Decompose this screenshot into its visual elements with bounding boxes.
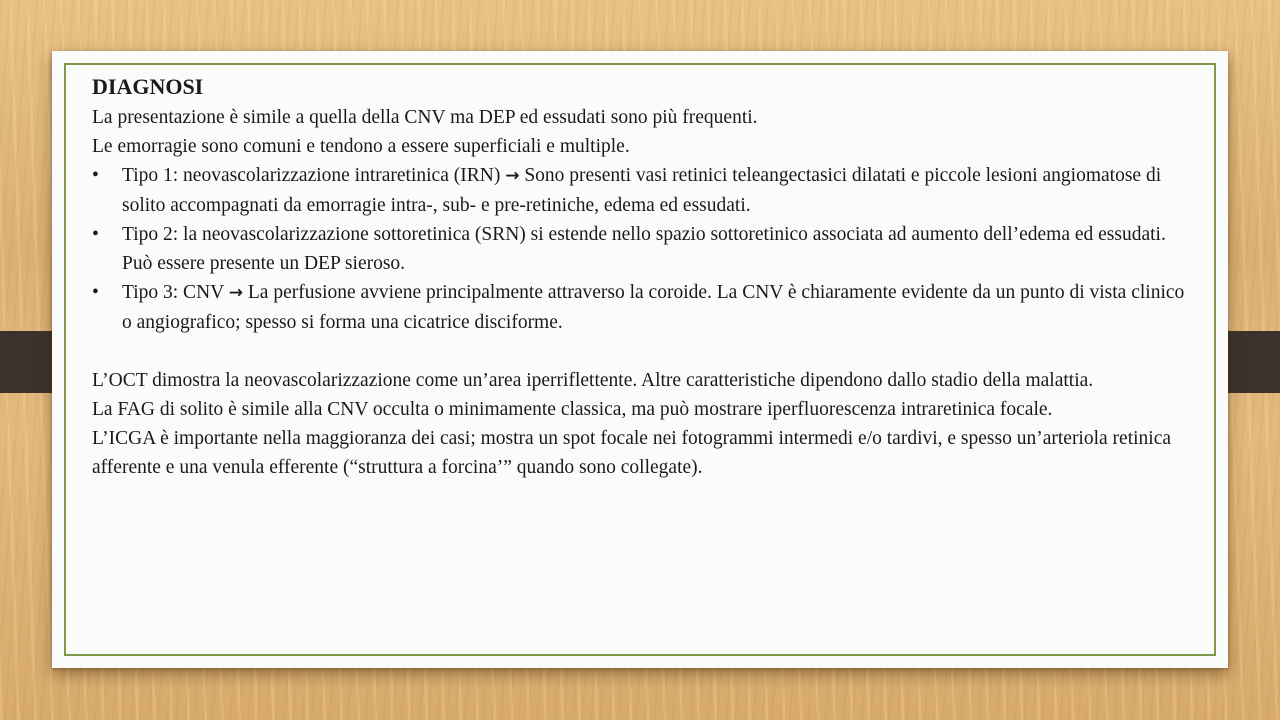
bullet-icon: • bbox=[92, 165, 99, 186]
intro-paragraph-2: Le emorragie sono comuni e tendono a essere superficiali e multiple. bbox=[92, 136, 630, 157]
bullet-item-tipo-2 bbox=[92, 220, 1197, 278]
bullet-3-lead: Tipo 3: CNV bbox=[122, 282, 229, 303]
bullet-item-tipo-1 bbox=[92, 161, 1197, 220]
paragraph-oct: L’OCT dimostra la neovascolarizzazione come un’area iperriflettente. Altre caratteristiche dipendono dallo stadio della malattia. bbox=[92, 370, 1094, 391]
paragraph-fag: La FAG di solito è simile alla CNV occulta o minimamente classica, ma può mostrare iperfluorescenza intraretinica focale. bbox=[92, 399, 1053, 420]
spacer bbox=[92, 337, 1197, 366]
bullet-1-text: Sono presenti vasi retinici teleangectasici dilatati e piccole lesioni angiomatose di solito accompagnati da emorragie intra-, sub- e pre-retiniche, edema ed essudati. bbox=[122, 165, 1162, 216]
arrow-right-icon: → bbox=[505, 166, 520, 186]
slide-title: DIAGNOSI bbox=[92, 74, 204, 99]
slide-card bbox=[52, 51, 1228, 668]
bullet-icon: • bbox=[92, 282, 99, 303]
bullet-1-lead: Tipo 1: neovascolarizzazione intraretinica (IRN) bbox=[122, 165, 506, 186]
arrow-right-icon: → bbox=[228, 283, 244, 303]
intro-paragraph-1: La presentazione è simile a quella della CNV ma DEP ed essudati sono più frequenti. bbox=[92, 107, 758, 128]
bullet-2-text: Tipo 2: la neovascolarizzazione sottoretinica (SRN) si estende nello spazio sottoretinico associata ad aumento dell’edema ed essudati. Può essere presente un DEP sieroso. bbox=[122, 224, 1166, 274]
paragraph-icga: L’ICGA è importante nella maggioranza dei casi; mostra un spot focale nei fotogrammi intermedi e/o tardivi, e spesso un’arteriola retinica afferente e una venula efferente (“struttura a forcina’” quando sono collegate). bbox=[92, 428, 1172, 478]
bullet-3-text: La perfusione avviene principalmente attraverso la coroide. La CNV è chiaramente evidente da un punto di vista clinico o angiografico; spesso si forma una cicatrice disciforme. bbox=[122, 282, 1185, 333]
slide-content bbox=[92, 71, 1197, 482]
bullet-list bbox=[92, 161, 1197, 337]
bullet-item-tipo-3 bbox=[92, 278, 1197, 337]
bullet-icon: • bbox=[92, 224, 99, 245]
